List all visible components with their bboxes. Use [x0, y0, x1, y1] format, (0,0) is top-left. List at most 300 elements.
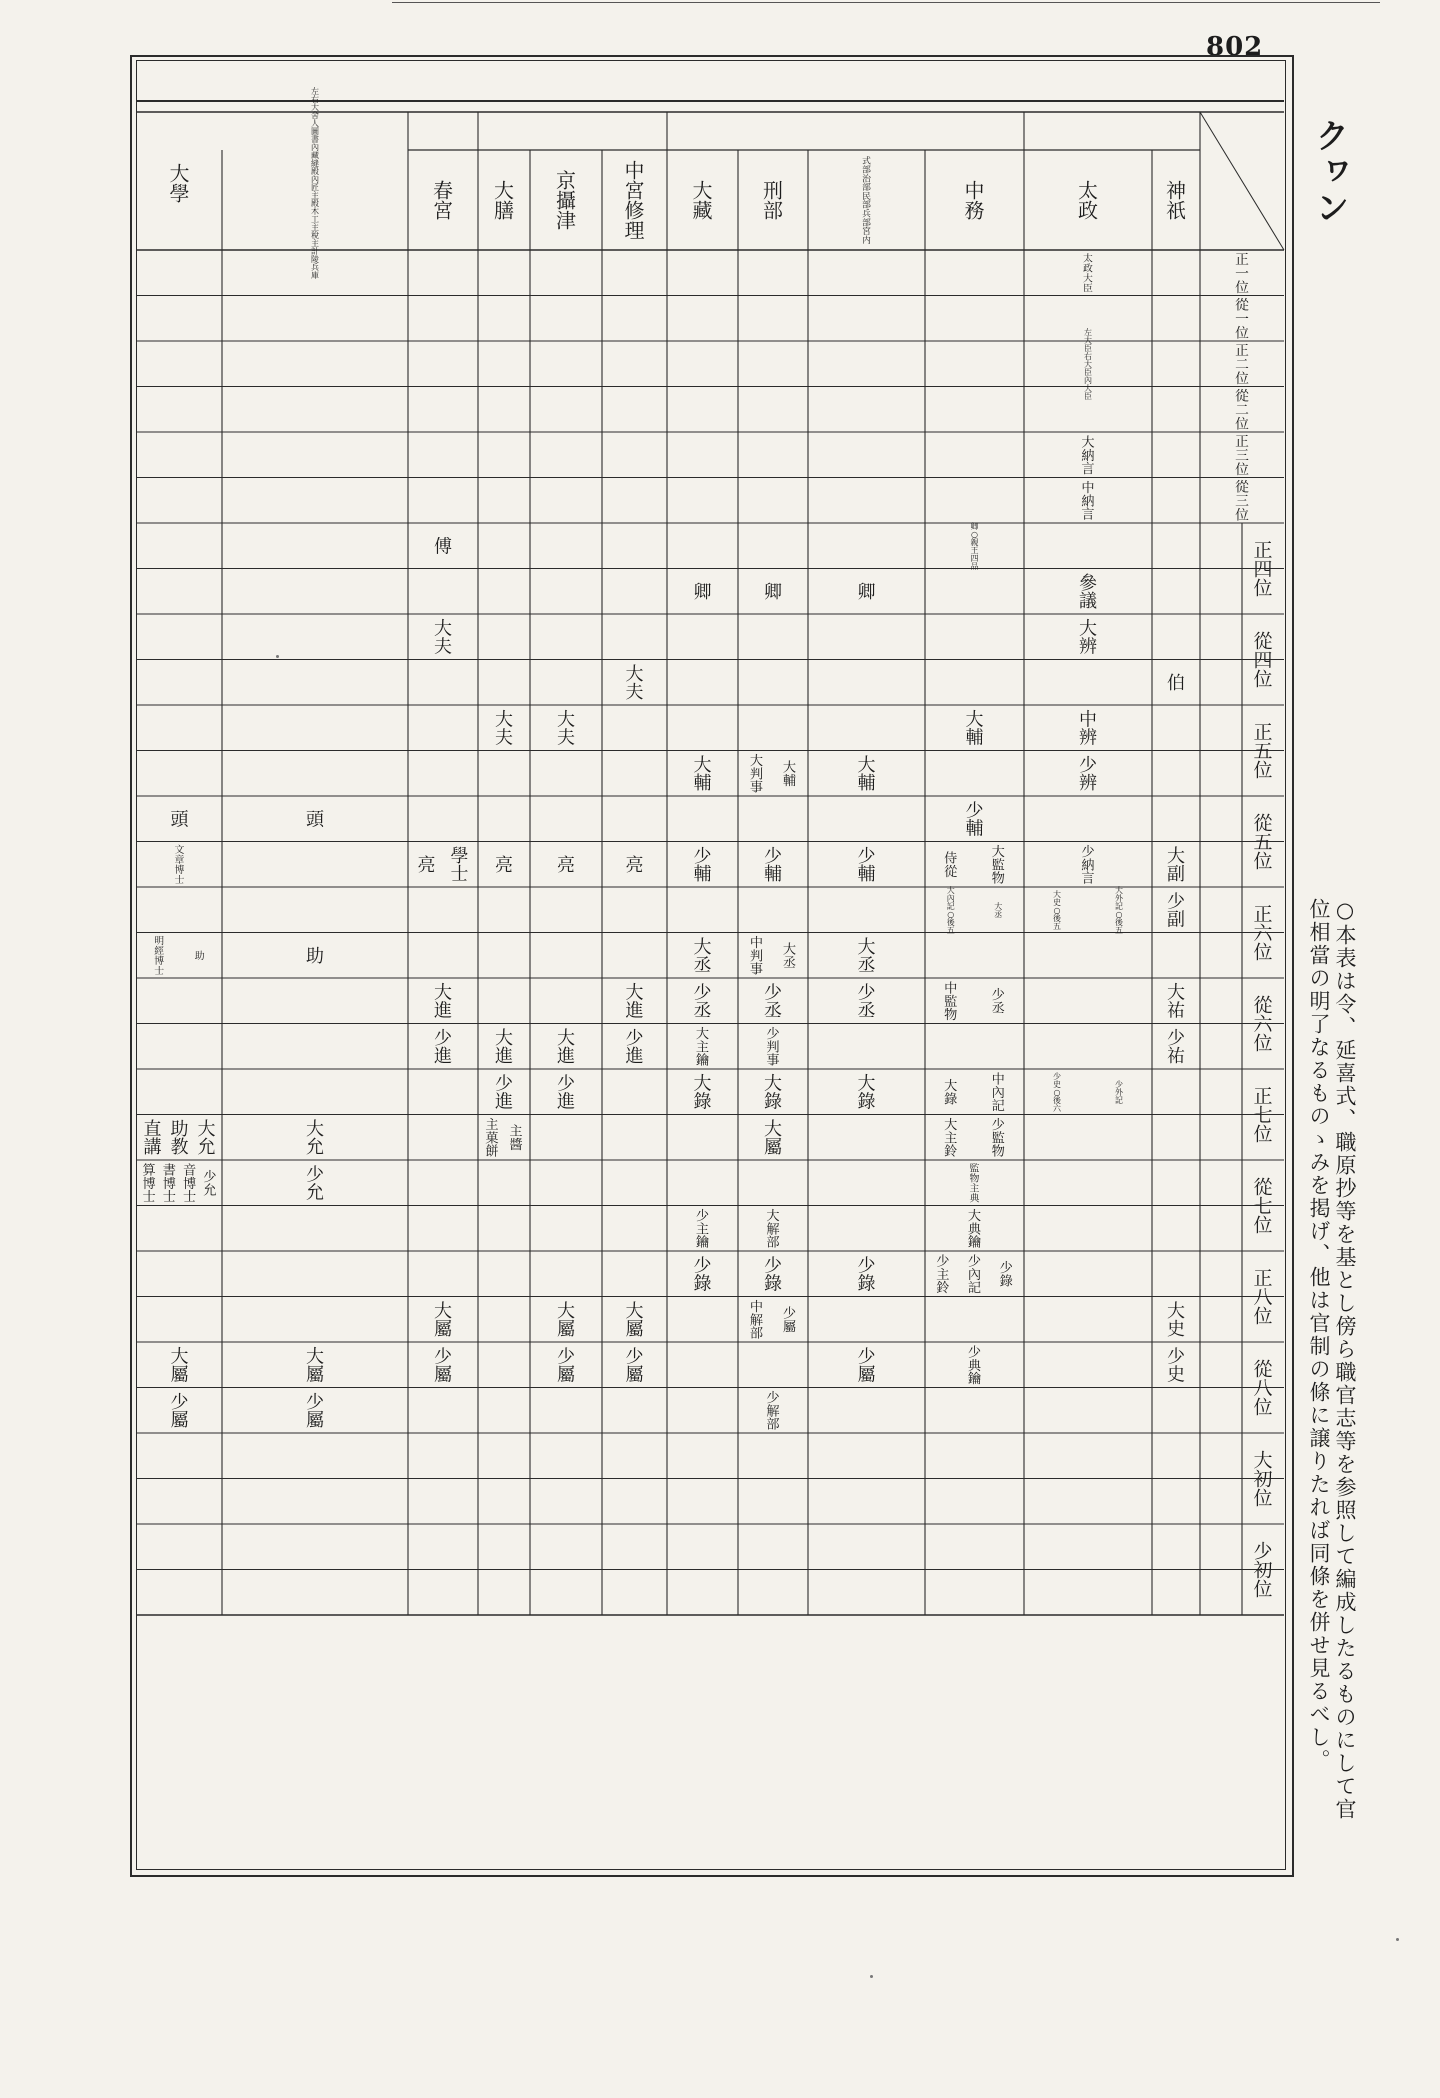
table-glyph: 稅	[311, 231, 319, 241]
table-cell	[626, 855, 644, 876]
table-glyph: 主	[311, 239, 319, 249]
table-glyph: 大	[1084, 383, 1092, 393]
table-glyph: 少	[434, 1346, 452, 1368]
table-glyph: 屬	[557, 1364, 575, 1386]
table-glyph: 鈴	[944, 1144, 958, 1160]
table-glyph: 位	[1253, 577, 1273, 600]
table-glyph: 親	[970, 537, 979, 547]
table-glyph: 大	[944, 1118, 958, 1134]
table-cell	[557, 855, 575, 876]
table-glyph: 大	[495, 709, 513, 731]
table-glyph: 輔	[764, 864, 782, 886]
table-glyph: 進	[625, 1046, 644, 1068]
table-glyph: 少	[695, 1209, 710, 1225]
table-glyph: 辨	[1079, 636, 1097, 658]
table-glyph: 少	[991, 988, 1005, 1004]
table-glyph: 務	[964, 198, 985, 223]
table-glyph: 大	[1253, 1449, 1273, 1472]
table-glyph: 工	[311, 215, 319, 225]
table-glyph: 記	[946, 901, 955, 911]
table-glyph: 少	[999, 1261, 1013, 1277]
table-glyph: 少	[764, 982, 782, 1004]
table-glyph: 從	[1235, 388, 1249, 405]
table-cell	[175, 844, 185, 886]
table-cell	[1079, 710, 1097, 749]
rank-label	[1235, 434, 1249, 478]
table-cell	[764, 1074, 782, 1113]
paper-speck	[276, 655, 279, 658]
table-glyph: 章	[174, 855, 185, 867]
table-glyph: 初	[1253, 1468, 1273, 1491]
table-glyph: 大	[946, 885, 955, 895]
table-glyph: 監	[991, 1131, 1005, 1147]
table-glyph: 史	[1167, 1364, 1185, 1386]
table-glyph: 判	[749, 767, 764, 783]
table-glyph: 助	[170, 1119, 189, 1141]
table-cell	[144, 1119, 216, 1158]
table-glyph: 位	[1253, 1032, 1273, 1055]
table-glyph: 夫	[434, 636, 452, 658]
table-glyph: 大	[434, 1301, 452, 1323]
table-glyph: 卿	[764, 582, 782, 604]
table-glyph: 士	[450, 864, 469, 886]
table-glyph: 進	[495, 1091, 513, 1113]
table-glyph: 部	[862, 165, 871, 176]
table-cell	[434, 619, 452, 658]
table-glyph: 少	[1115, 1079, 1123, 1089]
table-glyph: 丞	[857, 1000, 876, 1022]
table-glyph: 藏	[311, 151, 319, 161]
table-glyph: 少	[1167, 1346, 1185, 1368]
table-glyph: 主	[944, 1131, 958, 1147]
table-glyph: 輔	[857, 773, 876, 795]
table-glyph: 記	[1115, 901, 1123, 911]
table-glyph: 六	[1053, 1103, 1061, 1113]
table-glyph: 屬	[434, 1364, 452, 1386]
table-glyph: 大	[1083, 273, 1093, 285]
table-glyph: 宮	[624, 178, 645, 203]
table-glyph: 四	[1253, 649, 1273, 672]
table-glyph: 文	[174, 845, 185, 857]
table-glyph: 物	[969, 1173, 980, 1185]
table-glyph: 二	[1235, 402, 1249, 419]
table-cell	[858, 846, 876, 885]
table-cell	[626, 1301, 644, 1340]
table-cell	[434, 1347, 452, 1386]
table-glyph: 大	[991, 845, 1005, 861]
rank-group	[1253, 1359, 1273, 1419]
table-glyph: 丞	[693, 955, 712, 977]
table-cell	[764, 983, 782, 1022]
table-glyph: 屬	[764, 1137, 782, 1159]
table-glyph: 修	[624, 198, 645, 223]
table-glyph: 部	[862, 183, 871, 194]
table-glyph: 少	[557, 1346, 575, 1368]
table-glyph: 五	[1115, 925, 1123, 935]
table-glyph: 大	[749, 754, 764, 770]
table-glyph: 內	[311, 143, 319, 153]
table-cell	[171, 810, 190, 831]
section-heading: クヮン	[1309, 118, 1349, 226]
table-glyph: 物	[991, 1144, 1005, 1160]
table-cell	[626, 983, 644, 1022]
table-glyph: 算	[142, 1163, 156, 1179]
table-glyph: 五	[1253, 831, 1273, 854]
table-glyph: 大	[170, 1346, 189, 1368]
table-cell	[434, 537, 452, 558]
table-glyph: 正	[1253, 903, 1273, 926]
table-glyph: 主	[695, 1040, 710, 1056]
table-cell	[966, 801, 984, 840]
table-glyph: 大	[306, 1346, 324, 1368]
table-cell	[1079, 755, 1097, 794]
table-glyph: 大	[764, 1073, 782, 1095]
table-glyph: 允	[203, 1183, 217, 1199]
table-glyph: 錄	[693, 1273, 712, 1295]
table-cell	[696, 1025, 709, 1068]
column-header-kyo_settsu	[556, 169, 576, 233]
table-glyph: 傅	[434, 536, 452, 558]
table-cell	[485, 1117, 522, 1159]
column-header-gyobu	[763, 179, 783, 223]
table-glyph: 屬	[625, 1319, 644, 1341]
table-glyph: 事	[749, 962, 764, 978]
table-glyph: 博	[142, 1176, 156, 1192]
table-glyph: 後	[1053, 913, 1061, 923]
table-glyph: 判	[749, 949, 764, 965]
table-glyph: 王	[970, 545, 979, 555]
table-cell	[1167, 892, 1185, 931]
table-glyph: 少	[693, 1255, 712, 1277]
table-glyph: 中	[1081, 481, 1095, 497]
rank-label	[1235, 343, 1249, 387]
table-cell	[936, 1254, 1013, 1296]
table-glyph: 大	[693, 755, 712, 777]
table-glyph: 正	[1235, 343, 1249, 360]
table-glyph: 輔	[965, 727, 984, 749]
table-glyph: 菓	[485, 1131, 499, 1147]
table-cell	[694, 846, 712, 885]
table-glyph: 頭	[306, 809, 324, 831]
table-glyph: 學	[169, 181, 190, 206]
table-glyph: 士	[174, 874, 185, 886]
rank-group	[1253, 540, 1272, 600]
table-glyph: 大	[1084, 359, 1092, 369]
table-cell	[694, 937, 712, 976]
table-glyph: 位	[1253, 759, 1273, 782]
table-cell	[750, 1298, 797, 1341]
table-cell	[764, 1256, 782, 1295]
table-glyph: 夫	[625, 682, 644, 704]
table-glyph: 匠	[311, 183, 319, 193]
table-cell	[694, 582, 712, 603]
table-glyph: 位	[1235, 279, 1249, 296]
table-glyph: 少	[625, 1028, 644, 1050]
table-glyph: 少	[693, 982, 712, 1004]
table-cell	[966, 710, 984, 749]
table-glyph: 五	[946, 925, 955, 935]
table-cell	[1079, 619, 1097, 658]
table-cell	[557, 1028, 575, 1067]
table-glyph: 副	[1167, 909, 1185, 931]
table-glyph: 屬	[625, 1364, 644, 1386]
table-glyph: 大	[1115, 885, 1123, 895]
table-glyph: 少	[782, 1306, 797, 1322]
table-glyph: 納	[1081, 858, 1095, 874]
table-glyph: 大	[557, 1028, 575, 1050]
table-glyph: 四	[970, 553, 979, 563]
table-glyph: 輔	[782, 773, 797, 789]
table-glyph: 博	[154, 955, 165, 967]
table-glyph: 木	[311, 207, 319, 217]
table-glyph: 少	[495, 1073, 513, 1095]
table-cell	[858, 755, 876, 794]
table-glyph: 縫	[311, 159, 319, 169]
table-glyph: 八	[1253, 1377, 1273, 1400]
table-glyph: 伯	[1167, 673, 1185, 695]
table-glyph: 醬	[509, 1137, 523, 1153]
table-glyph: 後	[1053, 1095, 1061, 1105]
table-glyph: 從	[1235, 479, 1249, 496]
table-glyph: 從	[1235, 297, 1249, 314]
table-glyph: 位	[1253, 668, 1273, 691]
table-glyph: 臣	[1084, 367, 1092, 377]
table-glyph: 允	[306, 1182, 324, 1204]
table-glyph: 少	[967, 1345, 982, 1361]
table-glyph: 物	[944, 1007, 958, 1023]
table-glyph: 學	[450, 846, 469, 868]
table-glyph: 中	[749, 936, 764, 952]
table-glyph: 大	[692, 178, 713, 203]
table-glyph: ○	[947, 909, 955, 919]
column-header-togu	[433, 179, 453, 223]
table-glyph: 主	[311, 223, 319, 233]
table-cell	[1083, 252, 1093, 295]
table-cell	[944, 980, 1006, 1023]
table-glyph: 大	[695, 1027, 710, 1043]
table-glyph: 正	[1235, 434, 1249, 451]
table-glyph: 允	[306, 1137, 324, 1159]
table-glyph: 大	[557, 1301, 575, 1323]
table-cell	[434, 1301, 452, 1340]
table-glyph: 博	[183, 1176, 197, 1192]
table-glyph: 亮	[557, 855, 575, 877]
table-glyph: 大	[625, 664, 644, 686]
table-glyph: 位	[1235, 325, 1249, 342]
table-cell	[434, 983, 452, 1022]
table-glyph: 卿	[857, 582, 876, 604]
column-header-okura	[693, 179, 713, 223]
table-cell	[557, 1347, 575, 1386]
rank-group	[1253, 904, 1273, 964]
table-glyph: 人	[311, 119, 319, 129]
table-glyph: 三	[1235, 493, 1249, 510]
table-glyph: 大	[306, 1119, 324, 1141]
table-cell	[970, 1162, 981, 1205]
table-cell	[1084, 327, 1092, 401]
table-glyph: 少	[1053, 1071, 1061, 1081]
table-glyph: 錄	[764, 1273, 782, 1295]
table-glyph: 屬	[170, 1364, 189, 1386]
table-glyph: 位	[1253, 941, 1273, 964]
table-cell	[495, 1074, 513, 1113]
table-glyph: 內	[311, 175, 319, 185]
table-glyph: 部	[862, 200, 871, 211]
table-glyph: 事	[766, 1053, 780, 1069]
table-glyph: 大	[1079, 618, 1097, 640]
table-cell	[1081, 479, 1094, 522]
table-glyph: 從	[1253, 630, 1273, 653]
table-glyph: 陵	[311, 255, 319, 265]
column-header-chugu_shuri	[625, 159, 645, 243]
table-glyph: 內	[946, 893, 955, 903]
table-glyph: 言	[1081, 507, 1095, 523]
table-glyph: 頭	[170, 809, 189, 831]
table-cell	[171, 1392, 189, 1431]
table-glyph: 大	[994, 901, 1003, 911]
table-glyph: 屬	[434, 1319, 452, 1341]
table-glyph: 少	[857, 1346, 876, 1368]
table-glyph: 餅	[485, 1144, 499, 1160]
rank-label	[1235, 480, 1249, 524]
table-cell	[764, 1119, 782, 1158]
table-glyph: 四	[1253, 558, 1273, 581]
table-glyph: 右	[311, 95, 319, 105]
table-glyph: 侍	[944, 851, 958, 867]
table-glyph: 位	[1253, 1396, 1273, 1419]
table-glyph: 解	[749, 1313, 764, 1329]
table-glyph: 少	[306, 1164, 324, 1186]
table-glyph: 少	[557, 1073, 575, 1095]
table-glyph: 進	[434, 1046, 452, 1068]
table-glyph: 攝	[556, 188, 576, 213]
table-cell	[495, 710, 513, 749]
table-glyph: 位	[1235, 416, 1249, 433]
table-glyph: 政	[1078, 198, 1098, 223]
table-cell	[696, 1208, 710, 1250]
table-cell	[968, 1345, 982, 1387]
table-glyph: 宮	[862, 227, 871, 238]
rank-group	[1253, 1086, 1272, 1146]
table-glyph: 從	[1253, 1176, 1273, 1199]
table-glyph: 卿	[693, 582, 712, 604]
table-glyph: 大	[944, 1079, 958, 1095]
table-glyph: 臣	[1083, 283, 1093, 295]
table-glyph: 鑰	[695, 1053, 710, 1069]
table-glyph: 政	[1083, 263, 1093, 275]
table-glyph: 少	[764, 1255, 782, 1277]
table-glyph: 大	[764, 1119, 782, 1141]
table-glyph: 中	[1079, 709, 1097, 731]
table-glyph: 鑰	[967, 1371, 982, 1387]
table-glyph: 部	[763, 198, 783, 223]
footnote-line-2: 位相當の明了なるものゝみを掲げ、他は官制の條に譲りたれば同條を併せ見るべし。	[1307, 898, 1331, 1772]
table-glyph: 少	[625, 1346, 644, 1368]
table-glyph: 錄	[764, 1091, 782, 1113]
table-glyph: 大	[1167, 982, 1185, 1004]
rank-label	[1235, 298, 1249, 342]
table-cell	[1081, 434, 1094, 477]
table-glyph: 解	[766, 1404, 780, 1420]
table-glyph: 祐	[1167, 1046, 1185, 1068]
table-glyph: 位	[1253, 1578, 1273, 1601]
table-glyph: 亮	[417, 855, 436, 877]
rank-group	[1253, 631, 1273, 691]
table-cell	[764, 846, 782, 885]
table-glyph: 亮	[495, 855, 513, 877]
table-glyph: 八	[1253, 1286, 1273, 1309]
table-glyph: 少	[857, 982, 876, 1004]
table-glyph: 解	[766, 1222, 780, 1238]
table-glyph: 三	[1235, 448, 1249, 465]
table-glyph: 錄	[999, 1274, 1013, 1290]
table-glyph: 太	[1083, 253, 1093, 265]
table-glyph: 正	[1253, 721, 1273, 744]
table-glyph: 刑	[763, 178, 783, 203]
table-glyph: 殿	[311, 199, 319, 209]
table-glyph: 博	[162, 1176, 176, 1192]
table-cell	[971, 521, 979, 571]
table-glyph: 津	[556, 208, 576, 233]
rank-group	[1253, 722, 1272, 782]
table-glyph: 臣	[1084, 391, 1092, 401]
column-header-nakatsukasa	[965, 179, 985, 223]
table-glyph: 錄	[944, 1092, 958, 1108]
table-cell	[495, 1028, 513, 1067]
table-glyph: 正	[1235, 252, 1249, 269]
table-glyph: 中	[964, 178, 985, 203]
table-glyph: 六	[1253, 922, 1273, 945]
table-glyph: 大	[434, 618, 452, 640]
table-glyph: 宮	[433, 198, 453, 223]
table-glyph: 民	[862, 191, 871, 202]
table-glyph: 進	[434, 1000, 452, 1022]
table-glyph: 鈴	[936, 1280, 950, 1296]
table-glyph: 大	[1167, 1301, 1185, 1323]
table-glyph: 少	[936, 1254, 950, 1270]
table-glyph: 大	[1081, 435, 1095, 451]
table-glyph: 少	[857, 1255, 876, 1277]
table-cell	[1167, 1301, 1185, 1340]
table-glyph: 部	[749, 1326, 764, 1342]
table-glyph: 理	[624, 218, 645, 243]
table-glyph: 納	[1081, 494, 1095, 510]
table-glyph: 屬	[782, 1319, 797, 1335]
table-glyph: 書	[162, 1163, 176, 1179]
table-glyph: 典	[967, 1222, 982, 1238]
table-cell	[557, 1301, 575, 1340]
table-glyph: 內	[1084, 375, 1092, 385]
table-cell	[626, 664, 644, 703]
table-glyph: 部	[766, 1235, 780, 1251]
table-cell	[1167, 1028, 1185, 1067]
table-glyph: 外	[1115, 1087, 1123, 1097]
table-glyph: 部	[766, 1417, 780, 1433]
table-glyph: 經	[154, 946, 165, 958]
table-glyph: 位	[1235, 370, 1249, 387]
table-glyph: ○	[1053, 1087, 1061, 1097]
table-cell	[858, 983, 876, 1022]
table-glyph: 大	[557, 709, 575, 731]
table-glyph: 主	[695, 1222, 710, 1238]
table-glyph: 直	[143, 1119, 162, 1141]
rank-group	[1253, 813, 1273, 873]
table-glyph: 少	[766, 1391, 780, 1407]
table-cell	[766, 1207, 779, 1250]
table-glyph: 大	[1053, 889, 1061, 899]
table-cell	[1167, 846, 1185, 885]
table-glyph: 左	[311, 87, 319, 97]
